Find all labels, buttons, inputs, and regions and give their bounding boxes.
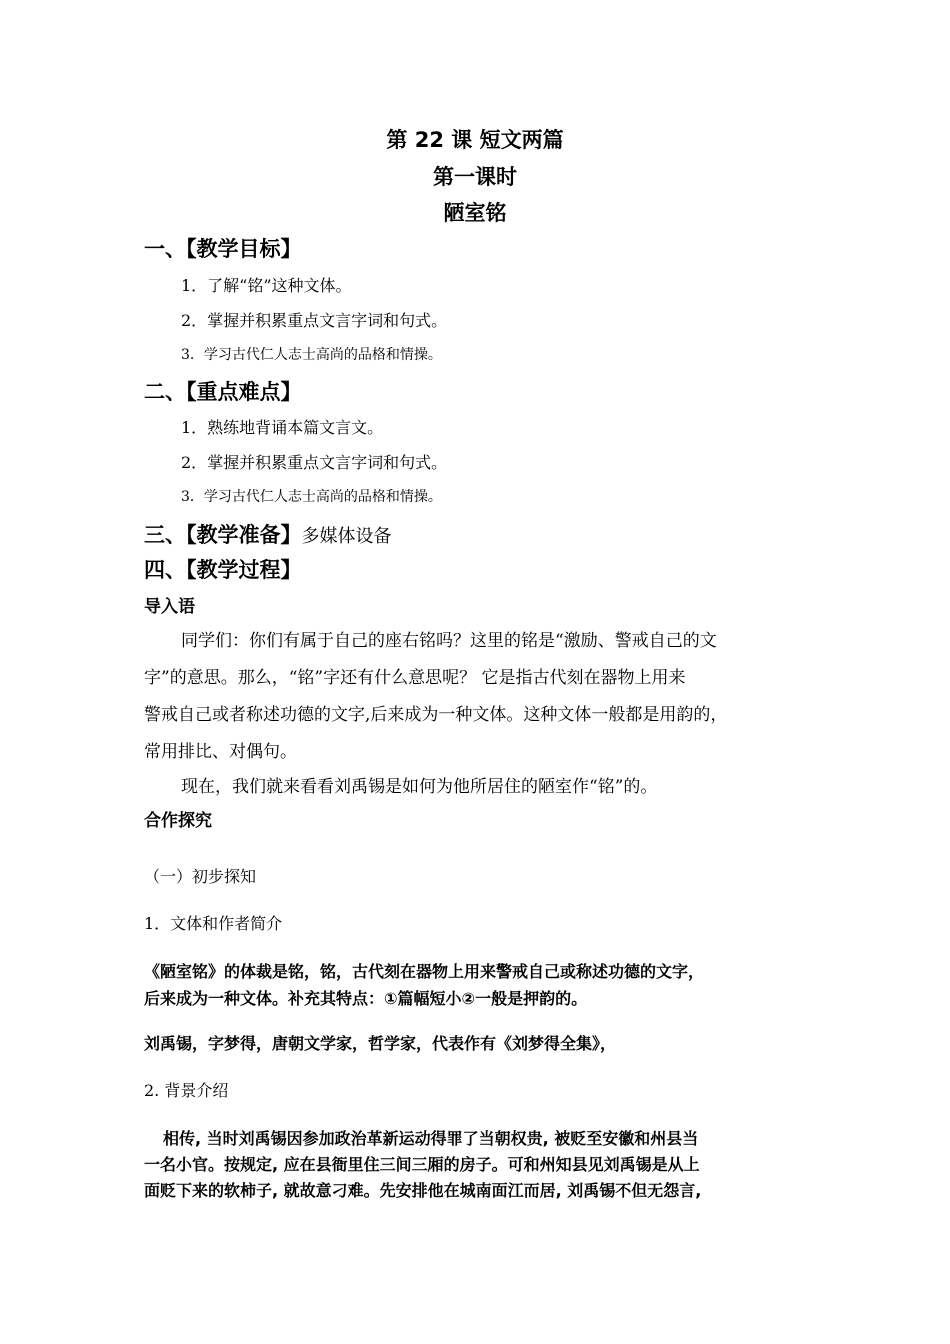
section-heading-key-points: 二、【重点难点】 — [144, 380, 302, 404]
intro-line: 现在，我们就来看看刘禹锡是如何为他所居住的陋室作“铭”的。 — [181, 777, 658, 797]
objective-item: 3．学习古代仁人志士高尚的品格和情操。 — [181, 347, 442, 363]
subsection-genre-author: 1．文体和作者简介 — [144, 914, 283, 933]
genre-line: 《陋室铭》的体裁是铭，铭，古代刻在器物上用来警戒自己或称述功德的文字， — [144, 962, 705, 981]
intro-heading: 导入语 — [144, 597, 195, 617]
intro-line: 同学们：你们有属于自己的座右铭吗？这里的铭是“激励、警戒自己的文 — [181, 631, 717, 651]
intro-line: 警戒自己或者称述功德的文字,后来成为一种文体。这种文体一般都是用韵的， — [144, 705, 728, 725]
lesson-subtitle: 第一课时 — [433, 165, 517, 189]
key-point-item: 3．学习古代仁人志士高尚的品格和情操。 — [181, 489, 442, 505]
author-line: 刘禹锡，字梦得，唐朝文学家，哲学家，代表作有《刘梦得全集》， — [144, 1034, 617, 1053]
key-point-item: 1．熟练地背诵本篇文言文。 — [181, 418, 384, 437]
preparation-detail: 多媒体设备 — [301, 526, 392, 547]
text-title: 陋室铭 — [443, 201, 507, 225]
section-heading-process: 四、【教学过程】 — [144, 558, 302, 582]
objective-item: 2．掌握并积累重点文言字词和句式。 — [181, 311, 448, 330]
subsection-initial-exploration: （一）初步探知 — [144, 867, 257, 886]
preparation-heading-label: 三、【教学准备】 — [144, 523, 302, 547]
background-line: 相传, 当时刘禹锡因参加政治革新运动得罪了当朝权贵, 被贬至安徽和州县当 — [163, 1129, 699, 1148]
cooperative-heading: 合作探究 — [144, 811, 212, 831]
subsection-background: 2. 背景介绍 — [144, 1081, 229, 1100]
background-line: 一名小官。按规定, 应在县衙里住三间三厢的房子。可和州知县见刘禹锡是从上 — [144, 1155, 700, 1174]
key-point-item: 2．掌握并积累重点文言字词和句式。 — [181, 453, 448, 472]
intro-line: 常用排比、对偶句。 — [144, 742, 297, 762]
genre-line: 后来成为一种文体。补充其特点：①篇幅短小②一般是押韵的。 — [144, 989, 588, 1008]
section-heading-preparation — [144, 519, 392, 549]
background-line: 面贬下来的软柿子, 就故意刁难。先安排他在城南面江而居, 刘禹锡不但无怨言, — [144, 1181, 702, 1200]
objective-item: 1．了解“铭”这种文体。 — [181, 276, 352, 295]
intro-line: 字”的意思。那么，“铭”字还有什么意思呢？ 它是指古代刻在器物上用来 — [144, 668, 686, 688]
lesson-title: 第 22 课 短文两篇 — [386, 128, 564, 152]
section-heading-objectives: 一、【教学目标】 — [144, 237, 302, 261]
